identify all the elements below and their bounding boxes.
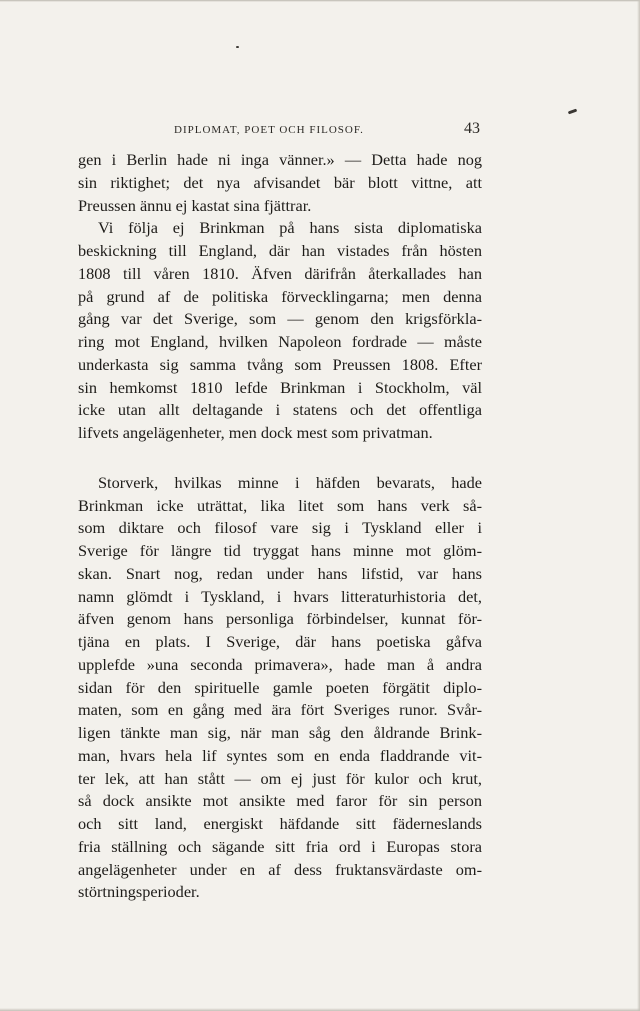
text-line: sin hemkomst 1810 lefde Brinkman i Stockholm, väl [78, 377, 482, 397]
page-number: 43 [464, 120, 480, 137]
body-text [78, 149, 482, 904]
paragraph-3 [78, 472, 482, 904]
text-line: störtningsperioder. [78, 882, 200, 902]
text-line: och sitt land, energiskt häfdande sitt fäderneslands [78, 814, 482, 833]
text-line: så dock ansikte mot ansikte med faror för sin person [78, 791, 482, 811]
ink-speck [236, 46, 239, 48]
text-line: som diktare och filosof vare sig i Tyskland eller i [78, 518, 482, 538]
running-title: DIPLOMAT, POET OCH FILOSOF. [174, 124, 364, 136]
text-line: 1808 till våren 1810. Äfven därifrån återkallades han [78, 263, 482, 283]
text-line: beskickning till England, där han vistades från hösten [78, 241, 482, 260]
text-line: ligen tänkte man sig, när man såg den åldrande Brink- [78, 723, 482, 742]
text-line: tjäna en plats. I Sverige, där hans poetiska gåfva [78, 632, 482, 651]
text-line: gen i Berlin hade ni inga vänner.» — Detta hade nog [78, 150, 482, 169]
text-line: fria ställning och sägande sitt fria ord i Europas stora [78, 836, 482, 856]
paragraph-gap [78, 445, 482, 472]
text-line: skan. Snart nog, redan under hans lifstid, var hans [78, 563, 482, 583]
text-line: gång var det Sverige, som — genom den krigsförkla- [78, 309, 482, 329]
text-line: Brinkman icke uträttat, lika litet som hans verk så- [78, 495, 482, 515]
text-line: Sverige för längre tid tryggat hans minne mot glöm- [78, 541, 482, 560]
text-line: ring mot England, hvilken Napoleon fordrade — måste [78, 332, 482, 351]
text-line: Storverk, hvilkas minne i häfden bevarats, hade [98, 472, 482, 492]
text-line: sin riktighet; det nya afvisandet bär blott vittne, att [78, 172, 482, 192]
paragraph-2 [78, 217, 482, 445]
text-line: ter lek, att han stått — om ej just för kulor och krut, [78, 768, 482, 788]
text-line: angelägenheter under en af dess fruktansvärdaste om- [78, 859, 482, 879]
text-line: lifvets angelägenheter, men dock mest som privatman. [78, 423, 433, 442]
text-line: upplefde »una seconda primavera», hade man å andra [78, 654, 482, 674]
text-line: Vi följa ej Brinkman på hans sista diplomatiska [98, 218, 482, 238]
text-line: sidan för den spirituelle gamle poeten förgätit diplo- [78, 677, 482, 697]
text-line: namn glömdt i Tyskland, i hvars litteraturhistoria det, [78, 586, 482, 606]
text-line: äfven genom hans personliga förbindelser, kunnat för- [78, 609, 482, 629]
paragraph-1 [78, 149, 482, 217]
text-line: på grund af de politiska förvecklingarna; men denna [78, 286, 482, 306]
text-line: underkasta sig samma tvång som Preussen 1808. Efter [78, 354, 482, 374]
running-header [78, 122, 482, 142]
text-line: maten, som en gång med ära fört Sveriges runor. Svår- [78, 700, 482, 720]
text-line: man, hvars hela lif syntes som en enda fladdrande vit- [78, 745, 482, 765]
ink-speck [568, 109, 577, 115]
text-line: Preussen ännu ej kastat sina fjättrar. [78, 195, 312, 215]
page-edge-top [0, 0, 640, 2]
text-line: icke utan allt deltagande i statens och det offentliga [78, 400, 482, 420]
